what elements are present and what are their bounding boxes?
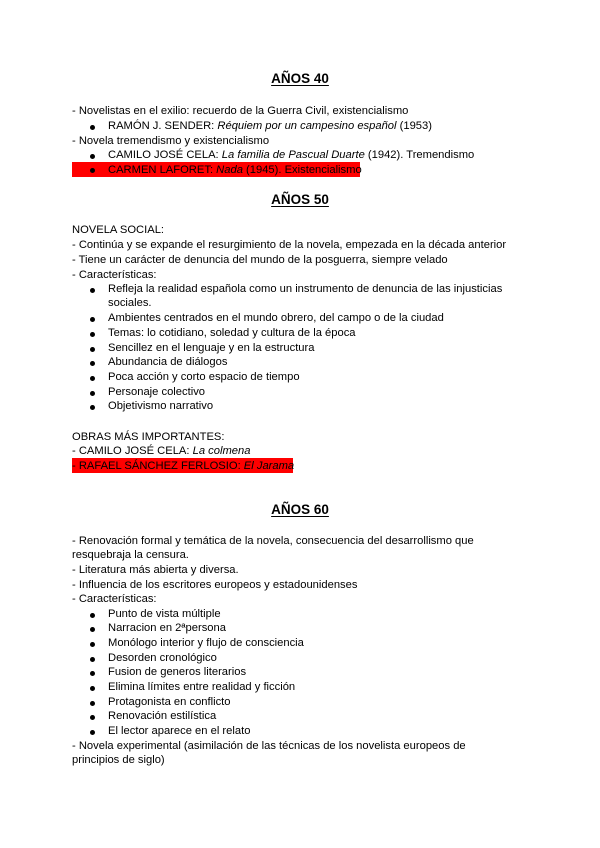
heading-anos-50: AÑOS 50 [271,192,329,207]
bullet-icon [90,657,95,662]
text-line: resquebraja la censura. [72,549,189,561]
bullet-icon [90,701,95,706]
list-item: RAMÓN J. SENDER: Réquiem por un campesino español (1953) [108,120,432,132]
text-line: principios de siglo) [72,754,165,766]
list-item: Protagonista en conflicto [108,696,231,708]
list-item: Monólogo interior y flujo de consciencia [108,637,304,649]
bullet-icon [90,391,95,396]
list-item: Objetivismo narrativo [108,400,214,412]
bullet-icon [90,627,95,632]
bullet-icon [90,405,95,410]
bullet-icon [90,317,95,322]
list-item: Poca acción y corto espacio de tiempo [108,371,300,383]
list-item: El lector aparece en el relato [108,725,251,737]
bullet-icon [90,730,95,735]
bullet-icon [90,168,95,173]
bullet-icon [90,715,95,720]
text-line: - Novela tremendismo y existencialismo [72,135,270,147]
text-line: - Renovación formal y temática de la novela, consecuencia del desarrollismo que [72,535,474,547]
list-item: Elimina límites entre realidad y ficción [108,681,296,693]
bullet-icon [90,361,95,366]
list-item: Personaje colectivo [108,386,206,398]
list-item: Renovación estilística [108,710,217,722]
list-item: CAMILO JOSÉ CELA: La familia de Pascual Duarte (1942). Tremendismo [108,149,475,161]
text-line: - Continúa y se expande el resurgimiento de la novela, empezada en la década anterior [72,239,507,251]
text-line: - Influencia de los escritores europeos y estadounidenses [72,579,358,591]
list-item: Abundancia de diálogos [108,356,228,368]
list-item: Sencillez en el lenguaje y en la estructura [108,342,315,354]
bullet-icon [90,125,95,130]
text-line: - Literatura más abierta y diversa. [72,564,239,576]
bullet-icon [90,613,95,618]
bullet-icon [90,332,95,337]
list-item: Ambientes centrados en el mundo obrero, del campo o de la ciudad [108,312,444,324]
text-line: - Novelistas en el exilio: recuerdo de la Guerra Civil, existencialismo [72,105,409,117]
bullet-icon [90,154,95,159]
bullet-icon [90,376,95,381]
list-item: Narracion en 2ªpersona [108,622,226,634]
list-item: Refleja la realidad española como un instrumento de denuncia de las injusticias [108,283,503,295]
bullet-icon [90,288,95,293]
text-line: - Características: [72,593,157,605]
list-item-continuation: sociales. [108,297,152,309]
text-line: NOVELA SOCIAL: [72,224,165,236]
bullet-icon [90,686,95,691]
text-line-highlighted: - RAFAEL SÁNCHEZ FERLOSIO: El Jarama [72,460,295,472]
text-line: - Novela experimental (asimilación de las técnicas de los novelista europeos de [72,740,466,752]
list-item: Temas: lo cotidiano, soledad y cultura de la época [108,327,356,339]
heading-anos-60: AÑOS 60 [271,502,329,517]
list-item-highlighted: CARMEN LAFORET: Nada (1945). Existencialismo [108,164,362,176]
list-item: Fusion de generos literarios [108,666,247,678]
text-line: - Tiene un carácter de denuncia del mundo de la posguerra, siempre velado [72,254,448,266]
bullet-icon [90,347,95,352]
text-line: - Características: [72,269,157,281]
heading-anos-40: AÑOS 40 [271,71,329,86]
list-item: Desorden cronológico [108,652,217,664]
bullet-icon [90,671,95,676]
bullet-icon [90,642,95,647]
text-line: OBRAS MÁS IMPORTANTES: [72,431,225,443]
list-item: Punto de vista múltiple [108,608,221,620]
text-line: - CAMILO JOSÉ CELA: La colmena [72,445,251,457]
